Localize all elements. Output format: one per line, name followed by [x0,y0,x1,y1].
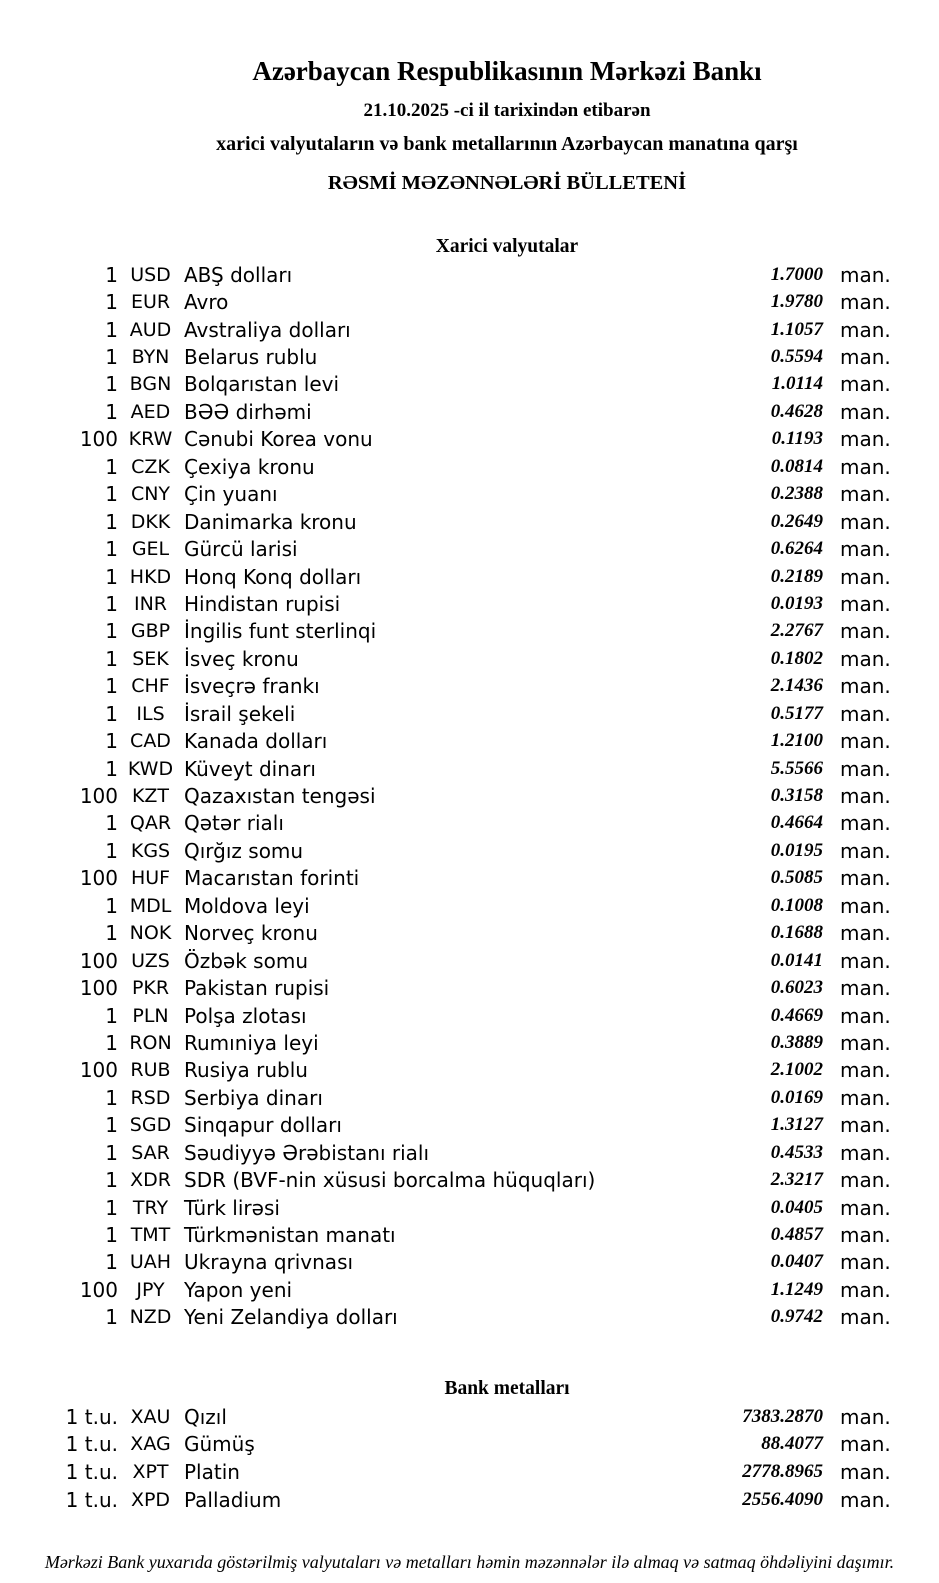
currency-row-rate: 0.1193 [771,428,823,450]
currency-row-unit: man. [840,646,891,671]
currency-row-qty: 100 [79,1058,118,1083]
currency-row-rate: 0.5594 [770,346,823,368]
currency-row-qty: 1 [105,317,118,342]
currency-row-rate: 1.1057 [770,318,823,340]
currency-row-rate: 0.3889 [770,1031,823,1053]
currency-row-code: RSD [130,1086,171,1109]
metal-row-rate: 2778.8965 [742,1461,823,1483]
currency-row-rate: 2.1002 [770,1059,823,1081]
currency-row-cur-name: Macarıstan forinti [184,866,360,891]
currency-row-unit: man. [840,591,891,616]
currency-row-rate: 0.0193 [770,592,823,614]
currency-row-qty: 1 [105,1003,118,1028]
currency-row [75,590,939,617]
currency-row-code: KWD [127,757,174,780]
currency-row-cur-name: SDR (BVF-nin xüsusi borcalma hüquqları) [184,1168,596,1193]
currency-row-rate: 0.0169 [770,1086,823,1108]
currency-row-cur-name: Türk lirəsi [184,1195,280,1220]
currency-row-code: HUF [130,867,171,890]
currency-row-unit: man. [840,893,891,918]
currency-row [75,288,939,315]
currency-row-cur-name: ABŞ dolları [184,262,293,287]
currency-row-cur-name: Türkmənistan manatı [184,1223,396,1248]
currency-row-unit: man. [840,482,891,507]
currency-row-code: BGN [129,373,172,396]
currency-row-rate: 0.2388 [770,483,823,505]
currency-row-cur-name: İngilis funt sterlinqi [184,619,377,644]
currency-row-unit: man. [840,1223,891,1248]
currency-row-rate: 5.5566 [770,757,823,779]
currency-row [75,700,939,727]
currency-row-cur-name: Gürcü larisi [184,537,298,562]
currency-row-cur-name: İsrail şekeli [184,701,296,726]
currency-row [75,645,939,672]
metal-row-unit: man. [840,1460,891,1485]
metals-table [65,1403,939,1513]
currency-row-qty: 1 [105,482,118,507]
currency-row-cur-name: Cənubi Korea vonu [184,427,373,452]
currency-row-unit: man. [840,811,891,836]
currency-row [75,1084,939,1111]
currency-row-code: UZS [131,949,170,972]
currency-section-title: Xarici valyutalar [435,236,579,257]
currency-row-unit: man. [840,784,891,809]
currency-row-code: EUR [130,291,171,314]
currency-row-code: CNY [130,483,171,506]
currency-row-unit: man. [840,1030,891,1055]
currency-row-unit: man. [840,564,891,589]
currency-row-cur-name: Bolqarıstan levi [184,372,340,397]
currency-row-qty: 1 [105,509,118,534]
currency-row-code: SGD [129,1114,172,1137]
currency-row [75,1194,939,1221]
currency-row-qty: 1 [105,537,118,562]
currency-row-qty: 1 [105,564,118,589]
currency-row-code: KGS [130,839,171,862]
currency-row-cur-name: Avro [184,290,229,315]
currency-row-qty: 1 [105,838,118,863]
currency-row-rate: 0.4628 [770,400,823,422]
currency-row [75,1057,939,1084]
currency-row-rate: 1.7000 [770,263,823,285]
currency-row-qty: 1 [105,646,118,671]
currency-row [75,1304,939,1331]
currency-row [75,261,939,288]
currency-row-rate: 0.0814 [770,455,823,477]
currency-row-cur-name: Rusiya rublu [184,1058,308,1083]
currency-row-unit: man. [840,674,891,699]
currency-row-rate: 0.1008 [770,894,823,916]
metals-section-title: Bank metalları [444,1378,570,1400]
currency-row [75,1221,939,1248]
currency-row-rate: 1.1249 [770,1278,823,1300]
currency-row-code: HKD [129,565,172,588]
currency-row-qty: 1 [105,290,118,315]
currency-row-cur-name: Səudiyyə Ərəbistanı rialı [184,1140,430,1165]
currency-row [75,727,939,754]
currency-row-unit: man. [840,372,891,397]
currency-table [75,261,939,1331]
currency-row-qty: 1 [105,756,118,781]
metal-row [65,1486,939,1514]
currency-row [75,343,939,370]
bulletin-content [0,55,939,1513]
currency-row [75,947,939,974]
currency-row [75,535,939,562]
currency-row [75,755,939,782]
currency-row-qty: 1 [105,345,118,370]
currency-row-cur-name: Küveyt dinarı [184,756,316,781]
currency-row-code: UAH [129,1251,172,1274]
currency-row-cur-name: Rumıniya leyi [184,1030,319,1055]
currency-row-code: DKK [130,510,171,533]
currency-row [75,1029,939,1056]
currency-row-code: CAD [130,730,171,753]
currency-row-rate: 0.5085 [770,867,823,889]
currency-row-cur-name: Serbiya dinarı [184,1085,323,1110]
currency-row-code: MDL [129,894,172,917]
currency-row-unit: man. [840,1058,891,1083]
currency-row-unit: man. [840,509,891,534]
currency-row-qty: 1 [105,1030,118,1055]
currency-row-code: SEK [132,647,169,670]
currency-row-code: RUB [130,1059,171,1082]
subject-line: xarici valyutaların və bank metallarının Azərbaycan manatına qarşı [216,133,798,155]
currency-row-rate: 1.3127 [770,1114,823,1136]
metal-row-unit: man. [840,1487,891,1512]
currency-row [75,371,939,398]
currency-row-qty: 100 [79,976,118,1001]
currency-row [75,810,939,837]
currency-row-cur-name: Norveç kronu [184,921,318,946]
currency-row [75,618,939,645]
currency-row-cur-name: Ukrayna qrivnası [184,1250,354,1275]
currency-row [75,1276,939,1303]
currency-row-unit: man. [840,948,891,973]
currency-row-unit: man. [840,1250,891,1275]
metal-row-qty: 1 t.u. [65,1404,118,1429]
currency-row [75,426,939,453]
metal-row-rate: 2556.4090 [742,1488,823,1510]
currency-row-cur-name: Pakistan rupisi [184,976,330,1001]
currency-row [75,837,939,864]
currency-row-qty: 1 [105,1168,118,1193]
currency-row-unit: man. [840,701,891,726]
currency-row-qty: 1 [105,1195,118,1220]
currency-row-unit: man. [840,317,891,342]
currency-row-rate: 2.1436 [770,675,823,697]
currency-row-cur-name: Qırğız somu [184,838,304,863]
currency-row-rate: 0.0405 [770,1196,823,1218]
currency-row [75,1249,939,1276]
currency-row-code: AUD [129,318,172,341]
currency-row-rate: 0.4533 [770,1141,823,1163]
currency-row-qty: 100 [79,427,118,452]
currency-row-cur-name: Yapon yeni [184,1277,293,1302]
currency-row-code: NOK [129,922,172,945]
currency-row-unit: man. [840,1195,891,1220]
currency-row-cur-name: Moldova leyi [184,893,310,918]
currency-row [75,865,939,892]
currency-row-rate: 0.2189 [770,565,823,587]
currency-row-cur-name: Polşa zlotası [184,1003,307,1028]
metal-row-cur-name: Qızıl [184,1404,227,1429]
metal-row-qty: 1 t.u. [65,1432,118,1457]
currency-row-cur-name: İsveçrə frankı [184,674,320,699]
currency-row-unit: man. [840,537,891,562]
currency-row-rate: 0.0141 [770,949,823,971]
currency-row [75,316,939,343]
metal-row-rate: 7383.2870 [742,1405,823,1427]
currency-row-cur-name: Çexiya kronu [184,454,315,479]
currency-row-cur-name: Çin yuanı [184,482,278,507]
currency-row-rate: 2.2767 [770,620,823,642]
metal-row [65,1431,939,1459]
metal-row-qty: 1 t.u. [65,1487,118,1512]
metal-row-cur-name: Gümüş [184,1432,255,1457]
currency-row-rate: 0.4664 [770,812,823,834]
currency-row-code: RON [129,1031,172,1054]
currency-row-code: USD [130,263,171,286]
currency-row-unit: man. [840,1140,891,1165]
currency-row-code: KZT [131,785,170,808]
currency-row-unit: man. [840,1277,891,1302]
metal-row-unit: man. [840,1404,891,1429]
currency-row-rate: 0.4669 [770,1004,823,1026]
currency-row-qty: 1 [105,921,118,946]
currency-row-rate: 0.1802 [770,647,823,669]
metal-row-code: XPT [132,1461,169,1484]
currency-row-cur-name: Hindistan rupisi [184,591,341,616]
currency-row-unit: man. [840,427,891,452]
currency-row-code: CZK [131,455,170,478]
currency-row-code: NZD [129,1306,172,1329]
currency-row [75,920,939,947]
currency-row-code: BYN [131,346,170,369]
currency-row-code: CHF [131,675,170,698]
metal-row-unit: man. [840,1432,891,1457]
currency-row-unit: man. [840,1113,891,1138]
currency-row-unit: man. [840,619,891,644]
currency-row-cur-name: Qətər rialı [184,811,284,836]
currency-row-rate: 0.3158 [770,785,823,807]
metal-row-qty: 1 t.u. [65,1460,118,1485]
currency-row-cur-name: Belarus rublu [184,345,318,370]
currency-row [75,974,939,1001]
bulletin-title: RƏSMİ MƏZƏNNƏLƏRİ BÜLLETENİ [327,172,687,194]
currency-row [75,453,939,480]
currency-row [75,673,939,700]
currency-row-cur-name: Kanada dolları [184,729,328,754]
currency-row-qty: 1 [105,1250,118,1275]
currency-row [75,1112,939,1139]
metal-row-rate: 88.4077 [761,1433,823,1455]
bulletin-footer [0,1551,939,1573]
currency-row-unit: man. [840,729,891,754]
currency-row-qty: 1 [105,1305,118,1330]
currency-row-qty: 100 [79,784,118,809]
currency-row-qty: 1 [105,1085,118,1110]
currency-row-rate: 0.4857 [770,1224,823,1246]
currency-row-qty: 1 [105,399,118,424]
currency-row-code: INR [133,592,168,615]
currency-row-rate: 0.0195 [770,839,823,861]
currency-row-qty: 100 [79,866,118,891]
currency-row-qty: 1 [105,619,118,644]
currency-row-code: SAR [131,1141,170,1164]
currency-row-code: PKR [131,977,170,1000]
currency-row-cur-name: Honq Konq dolları [184,564,362,589]
currency-row-qty: 100 [79,1277,118,1302]
currency-row-unit: man. [840,838,891,863]
currency-row-code: TMT [130,1224,171,1247]
currency-row-qty: 1 [105,262,118,287]
currency-row [75,398,939,425]
currency-row-qty: 1 [105,372,118,397]
currency-row-cur-name: BƏƏ dirhəmi [184,399,312,424]
currency-row-cur-name: Yeni Zelandiya dolları [184,1305,398,1330]
bank-name: Azərbaycan Respublikasının Mərkəzi Bankı [252,56,762,86]
currency-row-code: AED [130,400,171,423]
currency-row-cur-name: Özbək somu [184,948,308,973]
currency-row [75,1166,939,1193]
currency-row-rate: 1.0114 [771,373,823,395]
currency-row-rate: 0.9742 [770,1306,823,1328]
currency-row-unit: man. [840,1305,891,1330]
currency-row-unit: man. [840,1003,891,1028]
currency-row-rate: 0.1688 [770,922,823,944]
currency-row-rate: 0.6023 [770,977,823,999]
currency-row-code: TRY [132,1196,169,1219]
metal-row-code: XPD [130,1488,171,1511]
currency-row-qty: 1 [105,729,118,754]
metal-row [65,1458,939,1486]
currency-row-qty: 1 [105,1113,118,1138]
currency-row-unit: man. [840,1085,891,1110]
currency-row-qty: 100 [79,948,118,973]
currency-row-unit: man. [840,1168,891,1193]
currency-row-unit: man. [840,399,891,424]
currency-row-rate: 0.6264 [770,538,823,560]
metal-row-cur-name: Platin [184,1460,240,1485]
currency-row-unit: man. [840,262,891,287]
currency-row-rate: 0.2649 [770,510,823,532]
currency-row-cur-name: Danimarka kronu [184,509,357,534]
currency-row-unit: man. [840,921,891,946]
currency-row-unit: man. [840,290,891,315]
currency-row-code: GEL [131,538,170,561]
currency-row-unit: man. [840,866,891,891]
currency-row-unit: man. [840,976,891,1001]
currency-row-code: QAR [129,812,172,835]
metal-row-code: XAU [130,1405,171,1428]
bulletin-header [75,55,939,196]
currency-row [75,1139,939,1166]
currency-row-unit: man. [840,756,891,781]
effective-date-line: 21.10.2025 -ci il tarixindən etibarən [363,100,651,121]
metal-row [65,1403,939,1431]
currency-row-rate: 0.0407 [770,1251,823,1273]
metal-row-cur-name: Palladium [184,1487,282,1512]
disclaimer-text: Mərkəzi Bank yuxarıda göstərilmiş valyutaları və metalları həmin məzənnələr ilə almaq və satmaq öhdəliyini daşımır. [44,1552,895,1573]
currency-row-code: JPY [136,1278,165,1301]
currency-row-qty: 1 [105,454,118,479]
currency-row [75,563,939,590]
currency-row-qty: 1 [105,674,118,699]
currency-row-code: PLN [132,1004,169,1027]
currency-row [75,892,939,919]
currency-row-qty: 1 [105,591,118,616]
currency-row-qty: 1 [105,701,118,726]
currency-row-code: GBP [130,620,171,643]
currency-row [75,782,939,809]
currency-row-unit: man. [840,454,891,479]
currency-row-qty: 1 [105,1140,118,1165]
currency-row-qty: 1 [105,811,118,836]
currency-row [75,481,939,508]
currency-row-code: KRW [128,428,173,451]
currency-row-cur-name: Sinqapur dolları [184,1113,342,1138]
currency-row-cur-name: Avstraliya dolları [184,317,351,342]
currency-row-rate: 1.9780 [770,291,823,313]
currency-row-code: ILS [136,702,165,725]
currency-row [75,1002,939,1029]
currency-row-rate: 2.3217 [770,1169,823,1191]
currency-row-code: XDR [130,1169,171,1192]
currency-row-cur-name: İsveç kronu [184,646,299,671]
currency-row [75,508,939,535]
metal-row-code: XAG [130,1433,171,1456]
currency-row-cur-name: Qazaxıstan tengəsi [184,784,376,809]
currency-row-rate: 0.5177 [770,702,823,724]
currency-row-rate: 1.2100 [770,730,823,752]
currency-row-unit: man. [840,345,891,370]
currency-row-qty: 1 [105,1223,118,1248]
currency-row-qty: 1 [105,893,118,918]
